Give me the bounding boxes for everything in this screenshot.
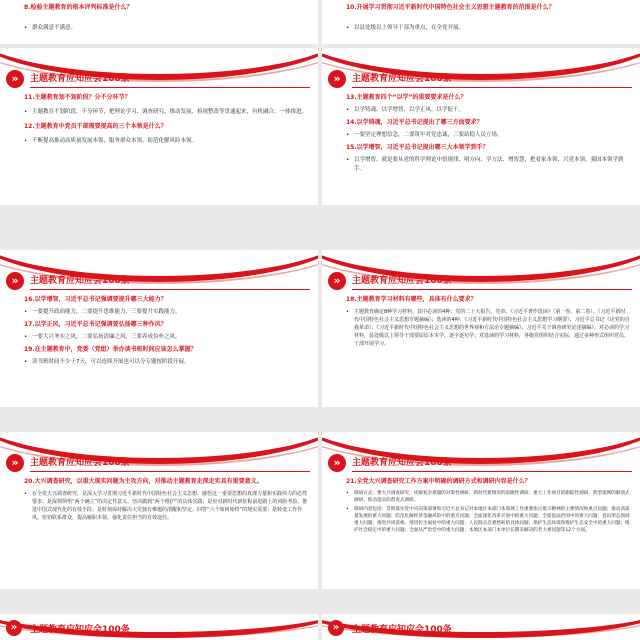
- chevron-icon: »: [328, 70, 346, 88]
- answer-text: [24, 308, 308, 317]
- question-text: 21.全党大兴调查研究工作方案中明确的调研方式和调研内容是什么？: [346, 478, 531, 485]
- slide-content: [346, 296, 630, 354]
- answer-body: 以学铸魂、以学增智、以学正风、以学促干。: [354, 107, 465, 113]
- answer-text: [24, 24, 76, 33]
- answer-text: [24, 490, 308, 522]
- answer-text: [24, 333, 308, 342]
- slide[interactable]: [0, 250, 318, 407]
- header-divider: [352, 471, 632, 472]
- slide[interactable]: [0, 432, 318, 589]
- slide-title: 主题教育应知应会100条: [352, 458, 452, 468]
- bullet-icon: •: [24, 25, 28, 31]
- bullet-icon: •: [24, 334, 28, 340]
- question-text: 16.以学增智，习近平总书记强调要提升哪三大能力？: [24, 296, 167, 303]
- question-text: 11.主题教育划不划阶段？分不分环节？: [24, 94, 131, 101]
- answer-body: 读书班时间不少于7天，可以连续开展也可以分专题按阶段开展。: [32, 359, 190, 365]
- chevron-icon: »: [6, 454, 24, 472]
- header-divider: [352, 289, 632, 290]
- answer-text: [346, 131, 630, 140]
- answer-body: 调研方式：要大兴调查研究，读解复杂难题的对策性调研、新时代新情况的前瞻性调研、重大工作项目的跟踪性调研、典型案例的解剖式调研、推动落实的督查式调研。: [354, 491, 630, 503]
- answer-text: [346, 308, 630, 348]
- slide-fragment-top-left: [0, 0, 318, 44]
- bullet-icon: •: [24, 491, 27, 497]
- bullet-icon: •: [24, 309, 28, 315]
- bullet-icon: •: [346, 309, 349, 315]
- slide-title: 主题教育应知应会100条: [352, 276, 452, 286]
- answer-body: 一要坚定理想信念，二要筑牢对党忠诚，三要站稳人民立场。: [354, 132, 503, 138]
- header-divider: [30, 471, 310, 472]
- slide[interactable]: [322, 48, 640, 205]
- answer-text: [346, 24, 464, 33]
- slide-fragment-bottom-right: [322, 614, 640, 640]
- answer-body: 群众满意不满意。: [32, 25, 77, 31]
- chevron-icon: »: [6, 70, 24, 88]
- slide[interactable]: [0, 48, 318, 205]
- answer-text: [24, 358, 308, 367]
- slide-header: [0, 68, 318, 90]
- answer-text: [346, 106, 630, 115]
- chevron-icon: »: [328, 272, 346, 290]
- answer-body: 不断提高推动高质量发展本领、服务群众本领、防范化解风险本领。: [32, 138, 198, 144]
- slide[interactable]: [322, 432, 640, 589]
- bullet-icon: •: [346, 107, 350, 113]
- answer-body: 主题教育不划阶段，不分环节，把理论学习、调查研究、推动发展、检视整改等贯通起来，有机融合，一体推进。: [32, 109, 308, 115]
- chevron-icon: »: [6, 272, 24, 290]
- slide-content: [24, 296, 308, 367]
- chevron-icon: »: [328, 620, 344, 636]
- slide-title: 主题教育应知应会100条: [352, 625, 452, 635]
- bullet-icon: •: [346, 132, 350, 138]
- bullet-icon: •: [346, 507, 349, 512]
- bullet-icon: •: [24, 109, 28, 115]
- slide-header: [322, 270, 640, 292]
- slide-title: 主题教育应知应会100条: [30, 74, 130, 84]
- question-text: 8.检验主题教育的根本评判标准是什么？: [24, 4, 133, 11]
- answer-body: 主题教育确定8种学习材料，其中必读的4种：党的二十大报告、党章、《习近平著作选读》（第一卷、第二卷）、《习近平新时代中国特色社会主义思想专题摘编》；选读的4种：《习近平新时代中国特色社会主义思想学习纲要》、习近平总书记《论党的自我革命》、《习近平新时代中国特色社会主义思想的世界观和方法论专题摘编》、习近平关于调查研究论述摘编》。对必读的学习材料，县处级以上领导干部要原原本本学、逐字逐句学；对选读的学习材料，各级党组织结合实际，通过多种形式组织党员、干部开展学习。: [354, 309, 630, 347]
- slide-content: [24, 94, 308, 152]
- question-text: 15.以学增智，习近平总书记提出哪三大本领学到手？: [346, 144, 489, 151]
- slide-header: [322, 68, 640, 90]
- bullet-icon: •: [346, 157, 350, 163]
- answer-body: 一要大兴务实之风，二要弘扬清廉之风，三要养成俭朴之风。: [32, 334, 181, 340]
- slide-title: 主题教育应知应会100条: [352, 74, 452, 84]
- chevron-icon: »: [6, 620, 22, 636]
- question-text: 20.大兴调查研究，以重大现实问题为主攻方向，对推动主题教育走深走实具有重要意义。: [24, 478, 263, 485]
- slide-header: [322, 452, 640, 474]
- slide-title: 主题教育应知应会100条: [30, 276, 130, 286]
- slide-content: [346, 94, 630, 174]
- answer-text: [24, 108, 308, 117]
- slide-header: [0, 452, 318, 474]
- question-text: 10.开展学习贯彻习近平新时代中国特色社会主义思想主题教育的范围是什么？: [346, 4, 555, 11]
- slide-content: [346, 478, 630, 534]
- question-text: 14.以学铸魂，习近平总书记提出了哪三方面要求？: [346, 119, 483, 126]
- slide[interactable]: [322, 250, 640, 407]
- question-text: 18.主题教育学习材料有哪些，具体有什么要求？: [346, 296, 477, 303]
- header-divider: [30, 87, 310, 88]
- bullet-icon: •: [24, 138, 28, 144]
- question-text: 19.在主题教育中，党委（党组）举办读书班时间应该怎么掌握？: [24, 346, 197, 353]
- slide-fragment-bottom-left: [0, 614, 318, 640]
- question-text: 17.以学正风，习近平总书记强调要弘扬哪三种作风？: [24, 321, 167, 328]
- bullet-icon: •: [24, 359, 28, 365]
- slide-title: 主题教育应知应会100条: [30, 458, 130, 468]
- bullet-icon: •: [346, 25, 350, 31]
- bullet-icon: •: [346, 491, 349, 496]
- answer-body: 调研内容包括：贯彻落实党中央决策部署和习近平总书记对本地区本部门本领域工作重要指示批示精神的主要情况和重点问题；推动高质量发展的重大问题；防范化解经济金融风险中的重点问题；全面深化改革开放中的重大问题；全面依法治国中的重大问题；意识形态领域重大问题；推进共同富裕、增进民生福祉中的重大问题；人民群众急难愁盼的具体问题；保护生态环境和维护生态安全中的重大问题；维护社会稳定中的重大问题；全面从严治党中的重大问题；本地区本部门本单位长期未解决的老大难问题等12个方面。: [354, 507, 630, 533]
- chevron-icon: »: [328, 454, 346, 472]
- slide-title: 主题教育应知应会100条: [30, 625, 130, 635]
- slide-content: [24, 478, 308, 528]
- answer-text: [346, 156, 630, 174]
- answer-body: 一要提升政治能力，二要提升思维能力，三要提升实践能力。: [32, 309, 181, 315]
- answer-body: 以学增智，就是要从党的科学理论中悟规律、明方向、学方法、增智慧，把看家本领、兴党本领、强国本领学到手。: [354, 157, 624, 172]
- slide-fragment-top-right: [322, 0, 640, 44]
- header-divider: [30, 289, 310, 290]
- header-divider: [352, 87, 632, 88]
- answer-text: [346, 490, 630, 504]
- question-text: 13.主题教育四个“以学”的重要要求是什么？: [346, 94, 467, 101]
- answer-text: [24, 137, 308, 146]
- answer-text: [346, 506, 630, 534]
- answer-body: 以县处级以上领导干部为重点，在全党开展。: [354, 25, 465, 31]
- question-text: 12.主题教育中党员干部需要提高的三个本领是什么？: [24, 123, 167, 130]
- slide-header: [0, 270, 318, 292]
- answer-body: 在全党大兴调查研究，是深入学习贯彻习近平新时代中国特色社会主义思想、感悟这一重要思想的真理力量和实践伟力的必然要求；是深刻领悟“两个确立”的决定性意义、坚决做到“两个维护”的具体实践；是应对新时代新征程前进路上的风险考验、推进中国式现代化的有效手段；是时刻保持解决大党独有难题的清醒和坚定、回答“六个如何始终”的现实需要；是转变工作作风、密切联系群众、提高履职本领、强化责任担当的有效途径。: [32, 491, 308, 521]
